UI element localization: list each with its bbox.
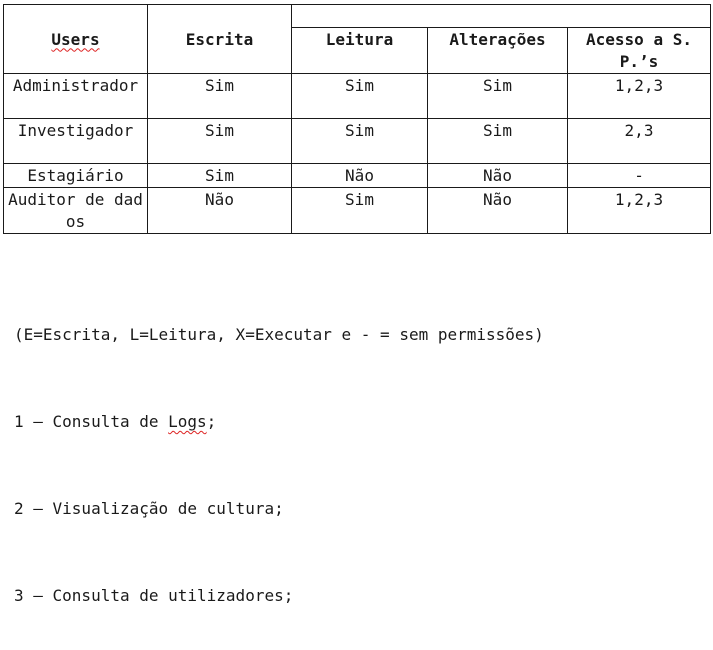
cell-user: Auditor de dados xyxy=(4,188,148,234)
cell-alteracoes: Não xyxy=(428,164,568,188)
cell-escrita: Sim xyxy=(148,164,292,188)
cell-leitura: Não xyxy=(292,164,428,188)
cell-escrita: Sim xyxy=(148,119,292,164)
header-acesso xyxy=(568,28,711,74)
cell-user: Investigador xyxy=(4,119,148,164)
cell-alteracoes: Não xyxy=(428,188,568,234)
permissions-table xyxy=(3,4,711,234)
table-row xyxy=(4,74,711,119)
note-item-1-highlight: Logs xyxy=(168,412,207,431)
cell-acesso: 1,2,3 xyxy=(568,188,711,234)
header-alteracoes: Alterações xyxy=(428,28,568,74)
header-users xyxy=(4,5,148,74)
table-row xyxy=(4,188,711,234)
cell-escrita: Sim xyxy=(148,74,292,119)
notes-section xyxy=(14,280,544,650)
cell-alteracoes: Sim xyxy=(428,119,568,164)
note-item-1-suffix: ; xyxy=(206,412,217,431)
cell-leitura: Sim xyxy=(292,74,428,119)
table-header-row-top xyxy=(4,5,711,28)
header-escrita: Escrita xyxy=(148,5,292,74)
legend-text: (E=Escrita, L=Leitura, X=Executar e - = sem permissões) xyxy=(14,325,544,344)
note-item-3: 3 – Consulta de utilizadores; xyxy=(14,586,294,605)
table-row xyxy=(4,119,711,164)
cell-user: Administrador xyxy=(4,74,148,119)
note-item-2: 2 – Visualização de cultura; xyxy=(14,499,284,518)
cell-acesso: 1,2,3 xyxy=(568,74,711,119)
header-leitura: Leitura xyxy=(292,28,428,74)
cell-alteracoes: Sim xyxy=(428,74,568,119)
cell-user: Estagiário xyxy=(4,164,148,188)
note-item-1-prefix: 1 – Consulta de xyxy=(14,412,169,431)
cell-escrita: Não xyxy=(148,188,292,234)
cell-acesso: 2,3 xyxy=(568,119,711,164)
table-row xyxy=(4,164,711,188)
cell-acesso: - xyxy=(568,164,711,188)
header-users-label: Users xyxy=(51,29,100,49)
header-acesso-label: Acesso a S.P.’s xyxy=(586,30,692,71)
header-group xyxy=(292,5,711,28)
cell-leitura: Sim xyxy=(292,188,428,234)
cell-leitura: Sim xyxy=(292,119,428,164)
